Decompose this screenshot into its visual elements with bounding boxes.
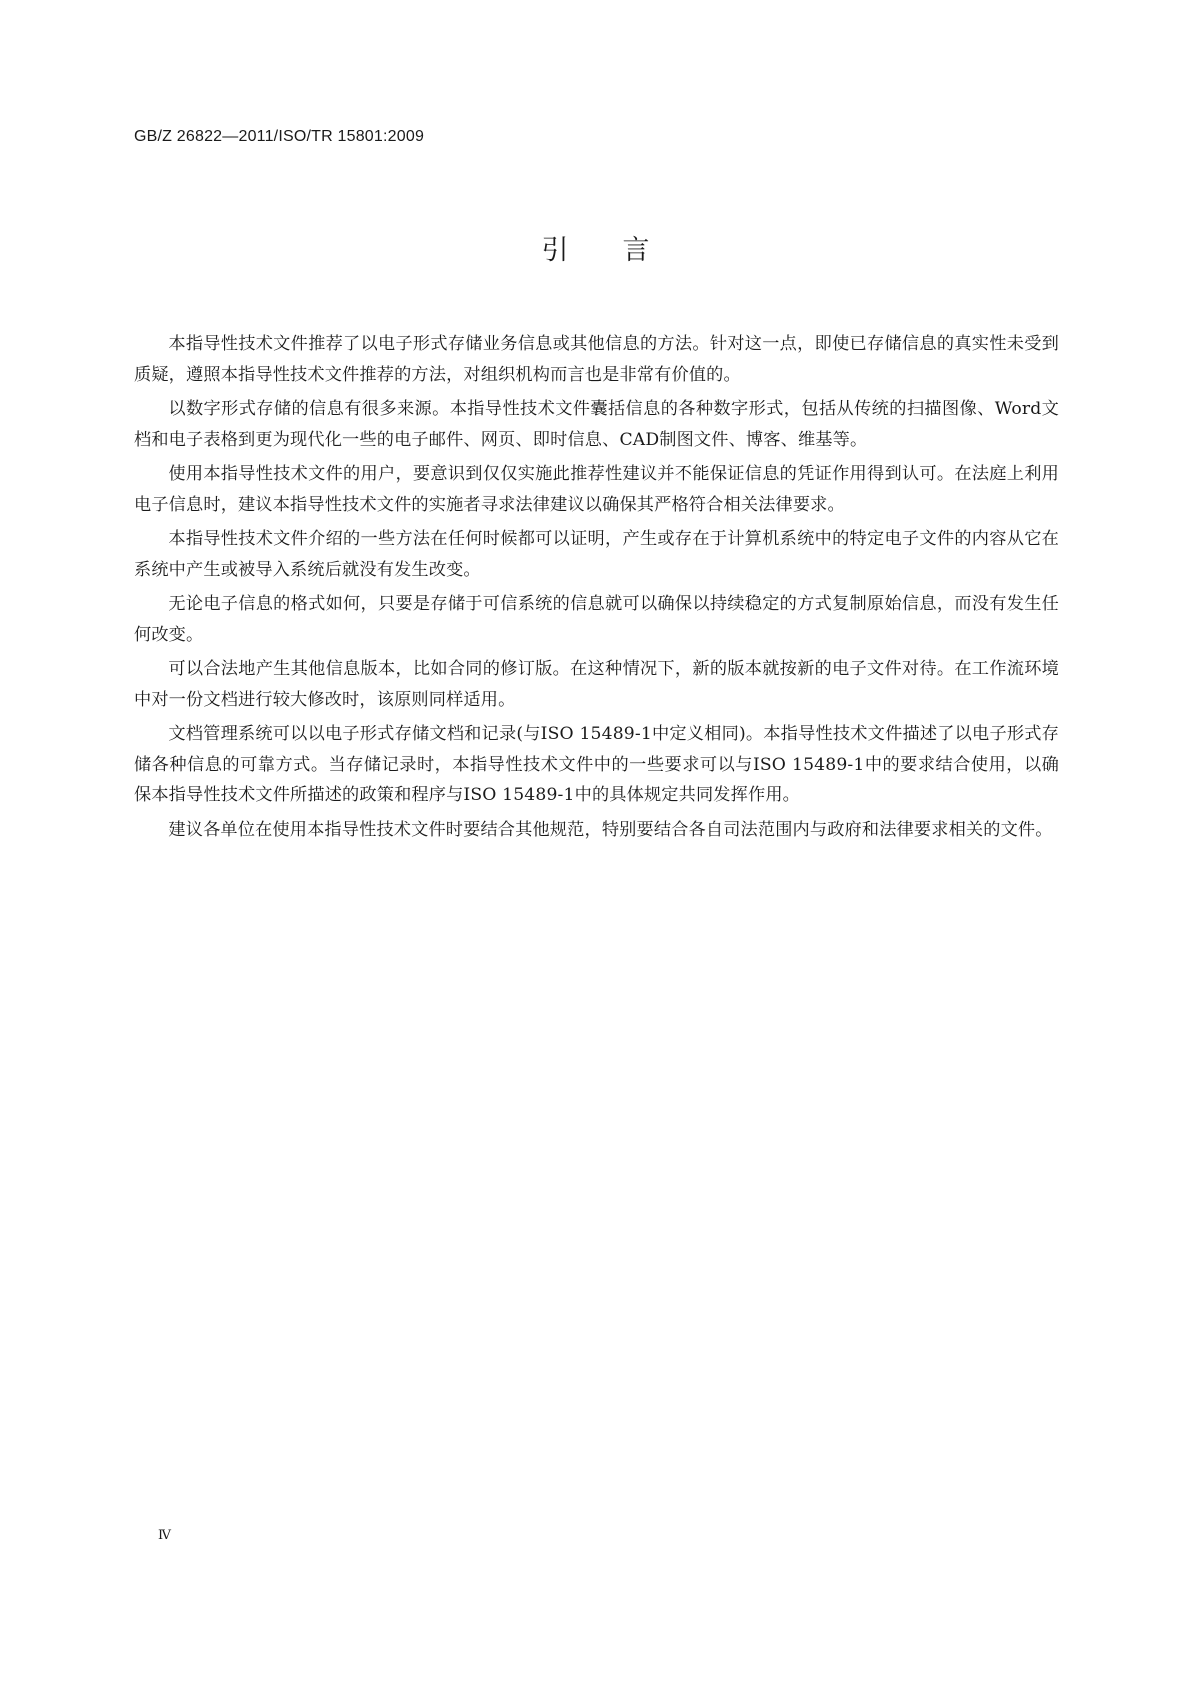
- paragraph: 以数字形式存储的信息有很多来源。本指导性技术文件囊括信息的各种数字形式，包括从传统的扫描图像、Word文档和电子表格到更为现代化一些的电子邮件、网页、即时信息、CAD制图文件、博客、维基等。: [134, 399, 1059, 450]
- paragraph: 建议各单位在使用本指导性技术文件时要结合其他规范，特别要结合各自司法范围内与政府和法律要求相关的文件。: [168, 819, 1053, 840]
- paragraph: 无论电子信息的格式如何，只要是存储于可信系统的信息就可以确保以持续稳定的方式复制原始信息，而没有发生任何改变。: [134, 594, 1059, 645]
- paragraph: 本指导性技术文件介绍的一些方法在任何时候都可以证明，产生或存在于计算机系统中的特定电子文件的内容从它在系统中产生或被导入系统后就没有发生改变。: [134, 529, 1059, 580]
- section-title: 引言: [541, 235, 704, 266]
- paragraph: 本指导性技术文件推荐了以电子形式存储业务信息或其他信息的方法。针对这一点，即使已存储信息的真实性未受到质疑，遵照本指导性技术文件推荐的方法，对组织机构而言也是非常有价值的。: [134, 334, 1059, 385]
- paragraph: 使用本指导性技术文件的用户，要意识到仅仅实施此推荐性建议并不能保证信息的凭证作用得到认可。在法庭上利用电子信息时，建议本指导性技术文件的实施者寻求法律建议以确保其严格符合相关法律要求。: [134, 464, 1059, 515]
- standard-code-header: GB/Z 26822—2011/ISO/TR 15801:2009: [134, 128, 425, 145]
- body-text: [134, 329, 1059, 849]
- paragraph: 可以合法地产生其他信息版本，比如合同的修订版。在这种情况下，新的版本就按新的电子文件对待。在工作流环境中对一份文档进行较大修改时，该原则同样适用。: [134, 659, 1059, 710]
- page-number: Ⅳ: [158, 1527, 171, 1542]
- paragraph: 文档管理系统可以以电子形式存储文档和记录(与ISO 15489-1中定义相同)。本指导性技术文件描述了以电子形式存储各种信息的可靠方式。当存储记录时，本指导性技术文件中的一些要求可以与ISO 15489-1中的要求结合使用，以确保本指导性技术文件所描述的政策和程序与ISO 15489-1中的具体规定共同发挥作用。: [134, 724, 1059, 805]
